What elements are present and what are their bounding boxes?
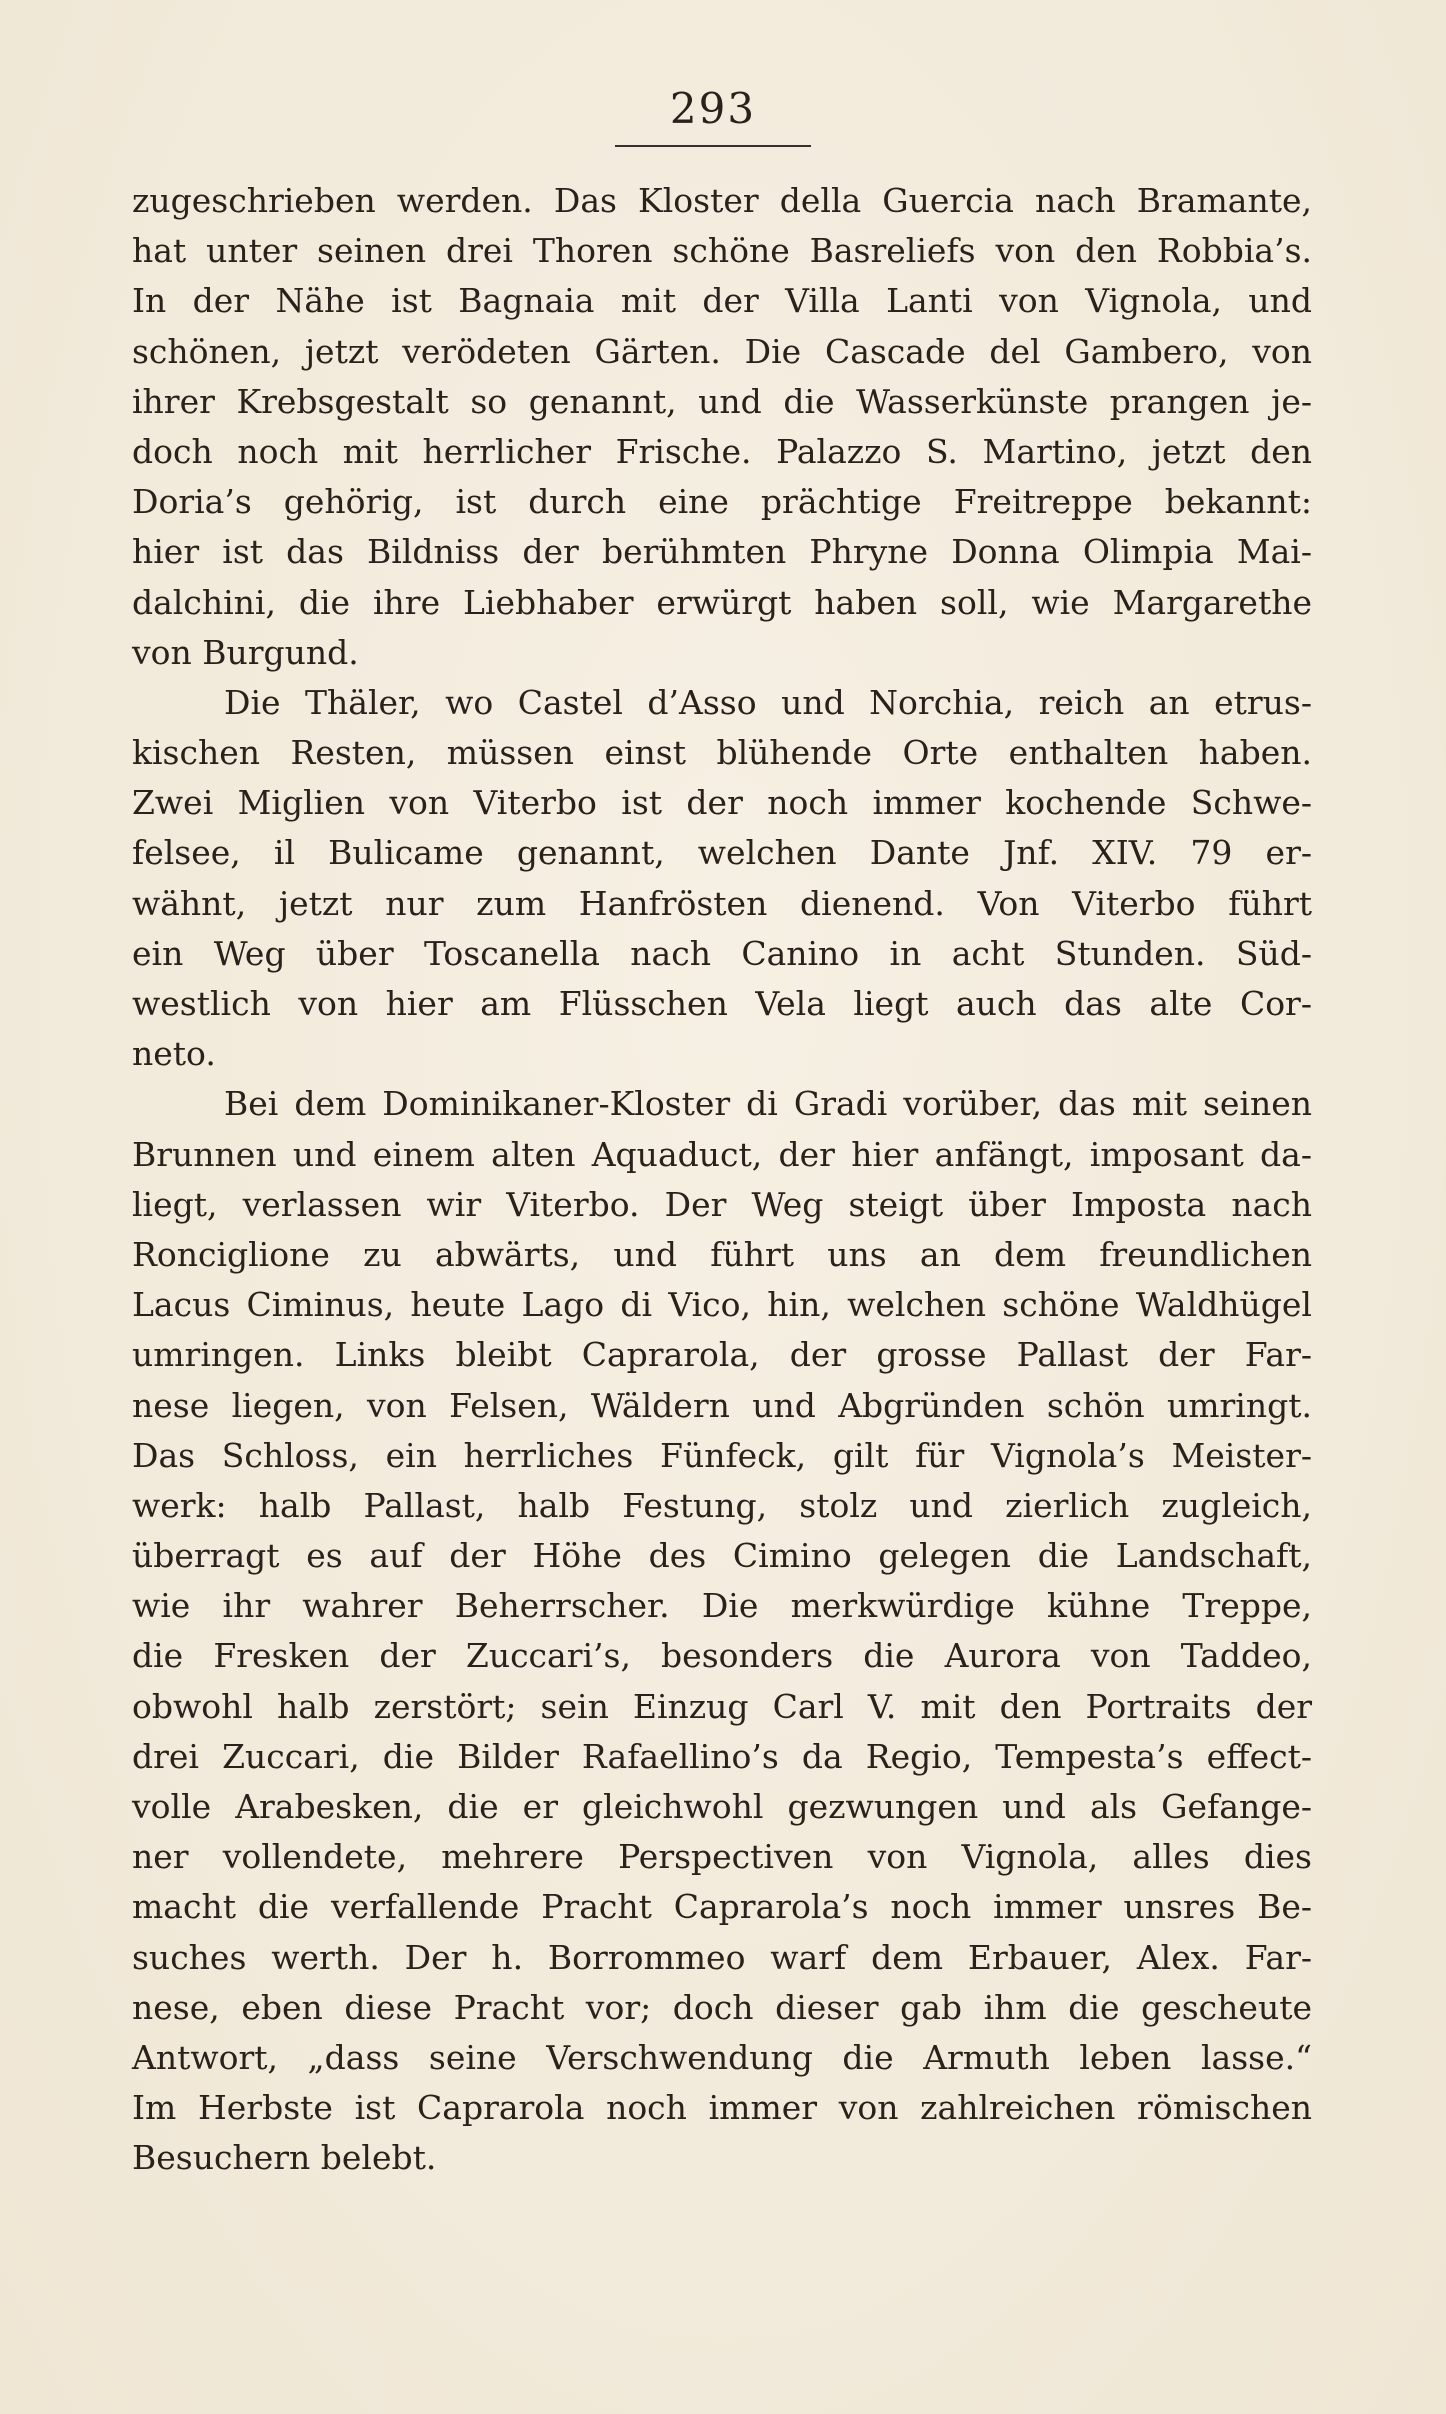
text-line: dalchini, die ihre Liebhaber erwürgt haben soll, wie Margarethe	[132, 582, 1312, 622]
text-line: ihrer Krebsgestalt so genannt, und die Wasserkünste prangen je-	[132, 381, 1312, 421]
text-line: von Burgund.	[132, 632, 359, 672]
text-line: überragt es auf der Höhe des Cimino gelegen die Landschaft,	[132, 1536, 1312, 1576]
text-line: suches werth. Der h. Borrommeo warf dem Erbauer, Alex. Far-	[132, 1937, 1312, 1977]
text-line: Im Herbste ist Caprarola noch immer von zahlreichen römischen	[132, 2088, 1312, 2128]
text-line: In der Nähe ist Bagnaia mit der Villa Lanti von Vignola, und	[132, 281, 1312, 321]
paragraph	[132, 1079, 1312, 2183]
paragraph	[132, 176, 1312, 678]
text-line: Brunnen und einem alten Aquaduct, der hier anfängt, imposant da-	[132, 1134, 1312, 1174]
text-line: ner vollendete, mehrere Perspectiven von Vignola, alles dies	[132, 1837, 1312, 1877]
text-line: hier ist das Bildniss der berühmten Phryne Donna Olimpia Mai-	[132, 532, 1312, 572]
page-number: 293	[669, 84, 757, 133]
page-number-rule	[615, 145, 811, 147]
text-line: nese liegen, von Felsen, Wäldern und Abgründen schön umringt.	[132, 1385, 1312, 1425]
text-line: Besuchern belebt.	[132, 2138, 437, 2178]
text-line: Doria’s gehörig, ist durch eine prächtige Freitreppe bekannt:	[132, 482, 1312, 522]
text-line: zugeschrieben werden. Das Kloster della Guercia nach Bramante,	[132, 181, 1312, 220]
text-line: Bei dem Dominikaner-Kloster di Gradi vorüber, das mit seinen	[224, 1084, 1312, 1124]
text-line: werk: halb Pallast, halb Festung, stolz und zierlich zugleich,	[132, 1485, 1312, 1525]
text-line: neto.	[132, 1034, 216, 1074]
text-line: felsee, il Bulicame genannt, welchen Dante Jnf. XIV. 79 er-	[132, 833, 1312, 873]
text-line: wie ihr wahrer Beherrscher. Die merkwürdige kühne Treppe,	[132, 1586, 1312, 1626]
text-line: umringen. Links bleibt Caprarola, der grosse Pallast der Far-	[132, 1335, 1312, 1375]
text-line: westlich von hier am Flüsschen Vela liegt auch das alte Cor-	[132, 984, 1312, 1023]
text-line: Lacus Ciminus, heute Lago di Vico, hin, welchen schöne Waldhügel	[132, 1285, 1312, 1325]
text-line: macht die verfallende Pracht Caprarola’s noch immer unsres Be-	[132, 1887, 1312, 1927]
text-line: kischen Resten, müssen einst blühende Orte enthalten haben.	[132, 733, 1312, 773]
text-line: Das Schloss, ein herrliches Fünfeck, gilt für Vignola’s Meister-	[132, 1435, 1312, 1475]
text-line: Zwei Miglien von Viterbo ist der noch immer kochende Schwe-	[132, 783, 1312, 823]
text-line: obwohl halb zerstört; sein Einzug Carl V. mit den Portraits der	[132, 1686, 1312, 1726]
text-line: hat unter seinen drei Thoren schöne Basreliefs von den Robbia’s.	[132, 231, 1312, 271]
text-line: ein Weg über Toscanella nach Canino in acht Stunden. Süd-	[132, 933, 1312, 973]
text-line: doch noch mit herrlicher Frische. Palazzo S. Martino, jetzt den	[132, 431, 1312, 471]
text-line: wähnt, jetzt nur zum Hanfrösten dienend. Von Viterbo führt	[132, 883, 1312, 923]
text-line: nese, eben diese Pracht vor; doch dieser gab ihm die gescheute	[132, 1987, 1312, 2027]
text-line: Antwort, „dass seine Verschwendung die Armuth leben lasse.“	[132, 2037, 1312, 2077]
text-line: liegt, verlassen wir Viterbo. Der Weg steigt über Imposta nach	[132, 1184, 1312, 1224]
text-line: Die Thäler, wo Castel d’Asso und Norchia, reich an etrus-	[224, 682, 1312, 722]
text-line: volle Arabesken, die er gleichwohl gezwungen und als Gefange-	[132, 1787, 1312, 1826]
paragraph	[132, 678, 1312, 1080]
text-line: schönen, jetzt verödeten Gärten. Die Cascade del Gambero, von	[132, 331, 1312, 371]
text-line: die Fresken der Zuccari’s, besonders die Aurora von Taddeo,	[132, 1636, 1312, 1676]
text-line: drei Zuccari, die Bilder Rafaellino’s da Regio, Tempesta’s effect-	[132, 1736, 1312, 1776]
body-text	[132, 176, 1312, 2184]
text-line: Ronciglione zu abwärts, und führt uns an dem freundlichen	[132, 1234, 1312, 1274]
